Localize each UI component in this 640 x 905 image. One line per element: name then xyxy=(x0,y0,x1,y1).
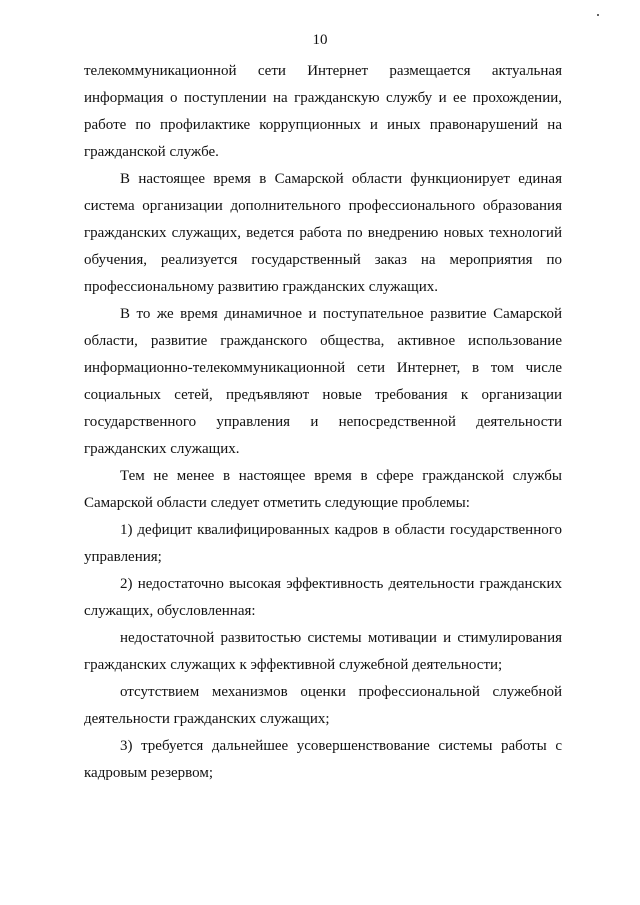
list-item-1: 1) дефицит квалифицированных кадров в области государственного управления; xyxy=(84,522,562,565)
paragraph-training-system: В настоящее время в Самарской области функционирует единая система организации дополнительного профессионального образования гражданских служащих, ведется работа по внедрению новых технологий обучения, реализуется государственный заказ на мероприятия по профессиональному развитию гражданских служащих. xyxy=(84,171,562,295)
paragraph-continuation: телекоммуникационной сети Интернет размещается актуальная информация о поступлении на гражданскую службу и ее прохождении, работе по профилактике коррупционных и иных правонарушений на гражданской службе. xyxy=(84,63,562,160)
paragraph-new-requirements: В то же время динамичное и поступательное развитие Самарской области, развитие гражданского общества, активное использование информационно-телекоммуникационной сети Интернет, в том числе социальных сетей, предъявляют новые требования к организации государственного управления и непосредственной деятельности гражданских служащих. xyxy=(84,306,562,457)
paragraph-problems-intro: Тем не менее в настоящее время в сфере гражданской службы Самарской области следует отметить следующие проблемы: xyxy=(84,468,562,511)
list-item-2: 2) недостаточно высокая эффективность деятельности гражданских служащих, обусловленная: xyxy=(84,576,562,619)
list-item-3: 3) требуется дальнейшее усовершенствование системы работы с кадровым резервом; xyxy=(84,738,562,781)
page-number: 10 xyxy=(312,32,328,48)
document-body xyxy=(84,58,562,787)
scan-speck xyxy=(597,14,599,16)
list-subitem-evaluation: отсутствием механизмов оценки профессиональной служебной деятельности гражданских служащих; xyxy=(84,684,562,727)
list-subitem-motivation: недостаточной развитостью системы мотивации и стимулирования гражданских служащих к эффективной служебной деятельности; xyxy=(84,630,562,673)
